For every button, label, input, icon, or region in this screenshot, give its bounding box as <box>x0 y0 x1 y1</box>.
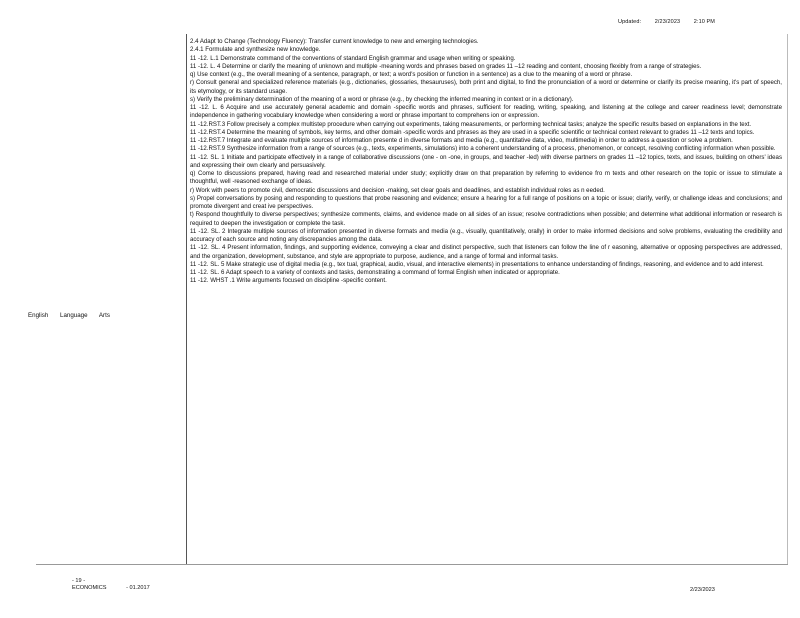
standard-line: 11 -12. SL. 2 Integrate multiple sources of information presented in diverse formats and media (e.g., visually, quantitatively, orally) in order to make informed decisions and solve problems, evaluating the credibility and accuracy of each source and noting any discrepancies among the data. <box>190 227 782 243</box>
standard-line: 11 -12. SL. 6 Adapt speech to a variety of contexts and tasks, demonstrating a command of formal English when indicated or appropriate. <box>190 269 560 276</box>
standard-line: s) Propel conversations by posing and responding to questions that probe reasoning and evidence; ensure a hearing for a full range of positions on a topic or issue; clarify, verify, or challenge ideas and conclusions; and promote divergent and creat ive perspectives. <box>190 194 782 210</box>
standard-line: 11 -12.RST.4 Determine the meaning of symbols, key terms, and other domain -specific words and phrases as they are used in a specific scientific or technical context relevant to grades 11 –12 texts and topics. <box>190 128 755 136</box>
standards-table <box>28 34 788 564</box>
standard-line: 11 -12. WHST .1 Write arguments focused on discipline -specific content. <box>190 277 387 285</box>
table-right-border <box>787 34 788 564</box>
standard-line: s) Verify the preliminary determination of the meaning of a word or phrase (e.g., by checking the inferred meaning in context or in a dictionary). <box>190 95 574 103</box>
version-code: - 01.2017 <box>126 585 150 592</box>
standard-line: 11 -12. SL. 5 Make strategic use of digital media (e.g., tex tual, graphical, audio, visual, and interactive elements) in presentations to enhance understanding of findings, reasoning, and evidence and to add interest. <box>190 260 764 268</box>
standard-line: 2.4 Adapt to Change (Technology Fluency): Transfer current knowledge to new and emerging technologies. <box>190 38 479 45</box>
standard-line: 11 -12. SL. 4 Present information, findings, and supporting evidence, conveying a clear and distinct perspective, such that listeners can follow the line of r easoning, alternative or opposing perspectives are addressed, and the organization, development, substance, and style are appropriate to purpose, audience, and a range of formal and informal tasks. <box>190 244 782 260</box>
standard-line: t) Respond thoughtfully to diverse perspectives; synthesize comments, claims, and evidence made on all sides of an issue; resolve contradictions when possible; and determine what additional information or research is required to deepen the investigation or complete the task. <box>190 211 782 227</box>
standard-line: 11 -12.RST.9 Synthesize information from a range of sources (e.g., texts, experiments, simulations) into a coherent understanding of a process, phenomenon, or concept, resolving conflicting information when possible. <box>190 145 776 153</box>
updated-stamp <box>618 19 727 25</box>
updated-time: 2:10 PM <box>693 19 715 25</box>
table-bottom-border <box>36 564 788 565</box>
column-divider <box>186 34 187 564</box>
standard-line: r) Consult general and specialized reference materials (e.g., dictionaries, glossaries, thesauruses), both print and digital, to find the pronunciation of a word or determine or clarify its precise meaning, it's part of speech, its etymology, or its standard usage. <box>190 79 782 95</box>
standard-line: 11 -12.RST.3 Follow precisely a complex multistep procedure when carrying out experiments, taking measurements, or performing technical tasks; analyze the specific results based on explanations in the text. <box>190 120 752 128</box>
updated-label: Updated: <box>618 19 642 25</box>
standard-line: q) Come to discussions prepared, having read and researched material under study; explicitly draw on that preparation by referring to evidence fro m texts and other research on the topic or issue to stimulate a thoughtful, well -reasoned exchange of ideas. <box>190 170 782 186</box>
standard-line: r) Work with peers to promote civil, democratic discussions and decision -making, set clear goals and deadlines, and establish individual roles as n eeded. <box>190 186 605 194</box>
footer-date: 2/23/2023 <box>690 587 715 593</box>
standard-line: q) Use context (e.g., the overall meaning of a sentence, paragraph, or text; a word's position or function in a sentence) as a clue to the meaning of a word or phrase. <box>190 71 633 78</box>
subject-cell: English Language Arts <box>28 312 110 319</box>
updated-date: 2/23/2023 <box>654 19 681 25</box>
footer-left <box>72 578 168 592</box>
standard-line: 11 -12. L. 4 Determine or clarify the meaning of unknown and multiple -meaning words and phrases based on grades 11 –12 reading and content, choosing flexibly from a range of strategies. <box>190 62 702 70</box>
page-number: - 19 - <box>72 578 86 584</box>
standard-line: 11 -12. L.1 Demonstrate command of the conventions of standard English grammar and usage when writing or speaking. <box>190 54 516 62</box>
standard-line: 2.4.1 Formulate and synthesize new knowledge. <box>190 46 321 54</box>
standards-list <box>190 38 782 286</box>
standard-line: 11 -12. L. 6 Acquire and use accurately general academic and domain -specific words and phrases, sufficient for reading, writing, speaking, and listening at the college and career readiness level; demonstrate independence in gathering vocabulary knowledge when considering a word or phrase important to comprehens ion or expression. <box>190 104 782 120</box>
standard-line: 11 -12.RST.7 Integrate and evaluate multiple sources of information presente d in diverse formats and media (e.g., quantitative data, video, multimedia) in order to address a question or solve a problem. <box>190 137 733 144</box>
standard-line: 11 -12. SL. 1 Initiate and participate effectively in a range of collaborative discussions (one - on -one, in groups, and teacher -led) with diverse partners on grades 11 –12 topics, texts, and issues, building on others' ideas and expressing their own clearly and persuasively. <box>190 153 782 169</box>
course-name: ECONOMICS <box>72 585 107 592</box>
